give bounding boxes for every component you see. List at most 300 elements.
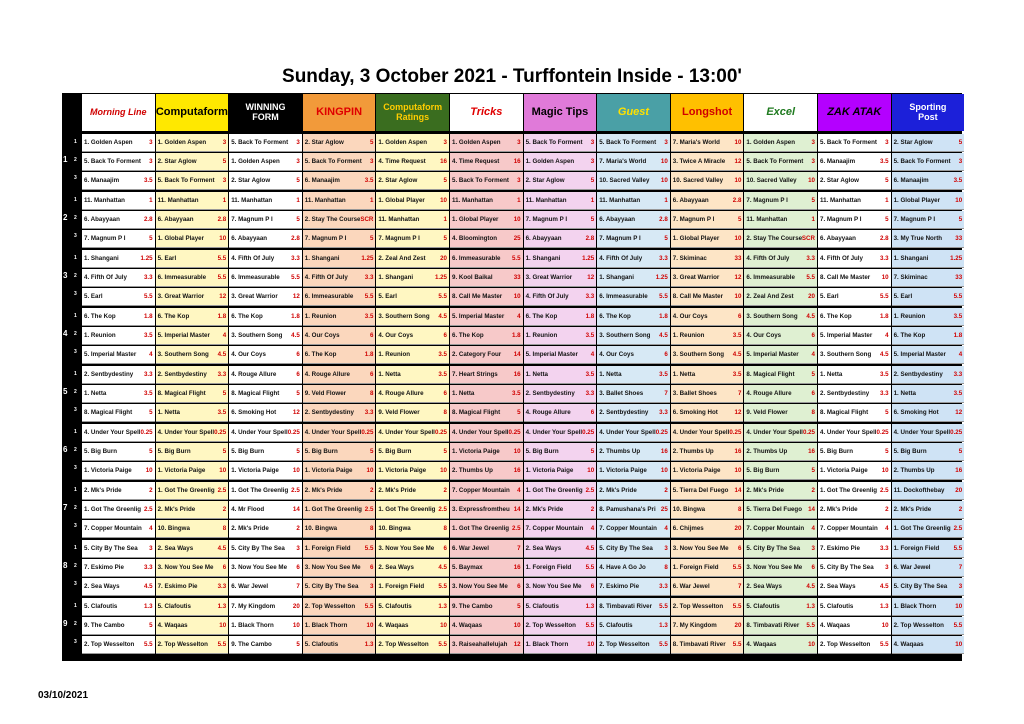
horse-odds: 6 (737, 313, 742, 320)
tip-cell (744, 211, 817, 229)
horse-name: 5. Imperial Master (84, 351, 137, 358)
tip-cell (818, 404, 891, 422)
horse-name: 4. Mr Flood (231, 506, 265, 513)
tip-cell (376, 443, 449, 461)
horse-odds: 2 (958, 506, 963, 513)
horse-name: 1. Shangani (378, 274, 414, 281)
tip-cell (671, 482, 744, 500)
horse-odds: 7 (958, 564, 963, 571)
horse-odds: 2.5 (217, 487, 227, 494)
tip-cell (892, 308, 965, 326)
horse-odds: 5.5 (585, 622, 595, 629)
horse-name: 5. Tierra Del Fuego (672, 487, 729, 494)
horse-name: 1. Victoria Paige (599, 467, 647, 474)
horse-name: 4. Bloomington (452, 235, 498, 242)
race-number-label: 2 (63, 213, 68, 222)
horse-odds: 20 (955, 487, 963, 494)
pick-rank: 3 (74, 349, 77, 355)
horse-odds: 10 (808, 177, 815, 184)
horse-odds: 2 (443, 487, 447, 494)
horse-name: 2. Mk's Pride (378, 487, 416, 494)
horse-odds: 5.5 (511, 255, 521, 262)
tip-cell (376, 172, 449, 190)
tip-cell (156, 424, 229, 442)
horse-name: 5. Imperial Master (157, 332, 210, 339)
column-headers (82, 94, 960, 131)
horse-name: 6. The Kop (304, 351, 337, 358)
tip-cell (597, 540, 670, 558)
horse-odds: 1 (369, 197, 374, 204)
horse-odds: 5.5 (364, 603, 374, 610)
column-header-label: Longshot (682, 105, 733, 118)
horse-odds: 1 (443, 216, 447, 223)
tip-cell (524, 501, 597, 519)
tip-cell (229, 230, 302, 248)
tip-cell (524, 520, 597, 538)
horse-odds: 14 (513, 506, 521, 513)
horse-odds: 1.3 (217, 603, 227, 610)
horse-name: 2. Top Wesselton (893, 622, 944, 629)
horse-name: 1. Reunion (378, 351, 411, 358)
horse-name: 3. Ballet Shoes (672, 390, 717, 397)
tip-cell (82, 308, 155, 326)
tip-cell (597, 230, 670, 248)
tip-cell (892, 482, 965, 500)
horse-name: 2. Thumbs Up (746, 448, 788, 455)
tip-cell (450, 578, 523, 596)
pick-rank: 1 (74, 371, 77, 377)
tip-cell (818, 462, 891, 480)
tip-cell (82, 559, 155, 577)
horse-odds: 10 (219, 467, 227, 474)
horse-name: 5. Clafoutis (820, 603, 854, 610)
tip-cell (892, 250, 965, 268)
tip-cell (744, 230, 817, 248)
tip-cell (450, 443, 523, 461)
pick-rank: 1 (74, 197, 77, 203)
horse-name: 6. Immeasurable (231, 274, 280, 281)
horse-name: 1. Foreign Field (304, 545, 351, 552)
horse-name: 4. Rouge Allure (378, 390, 424, 397)
horse-name: 7. Copper Mountain (820, 525, 878, 532)
horse-odds: 1.3 (806, 603, 815, 610)
tip-cell (524, 153, 597, 171)
horse-odds: 3 (149, 158, 153, 165)
horse-name: 2. Star Aglow (525, 177, 565, 184)
tip-cell (744, 598, 817, 616)
horse-odds: 1.8 (953, 332, 963, 339)
tip-cell (229, 269, 302, 287)
horse-odds: 3.3 (364, 274, 374, 281)
horse-name: 4. Rouge Allure (231, 371, 277, 378)
horse-odds: 5.5 (438, 641, 447, 648)
tip-cell (82, 192, 155, 210)
tip-cell (82, 482, 155, 500)
tip-cell (229, 617, 302, 635)
pick-rank: 2 (74, 389, 77, 395)
horse-odds: 5 (149, 235, 153, 242)
horse-name: 6. Smoking Hot (672, 409, 718, 416)
horse-odds: 3 (811, 158, 815, 165)
tip-cell (156, 578, 229, 596)
horse-odds: 2.8 (291, 235, 300, 242)
horse-odds: 4 (664, 525, 668, 532)
tip-cell (450, 192, 523, 210)
horse-odds: 16 (513, 467, 521, 474)
horse-odds: 5.5 (806, 274, 815, 281)
horse-name: 1. Black Thorn (231, 622, 274, 629)
tip-cell (597, 250, 670, 268)
horse-odds: 10 (513, 622, 521, 629)
horse-name: 4. Fifth Of July (820, 255, 863, 262)
horse-odds: 10 (734, 467, 742, 474)
horse-name: 2. Mk's Pride (599, 487, 637, 494)
horse-name: 4. Under Your Spell (746, 429, 803, 436)
tip-cell (744, 540, 817, 558)
horse-odds: 5 (369, 448, 374, 455)
horse-name: 6. Manaajim (304, 177, 340, 184)
horse-odds: 3.5 (143, 177, 153, 184)
tip-cell (818, 134, 891, 152)
horse-name: 6. Abayyaan (157, 216, 194, 223)
horse-odds: 6 (664, 351, 668, 358)
horse-odds: 0.25 (434, 429, 447, 436)
horse-name: 2. Stay The Course (746, 235, 802, 242)
tip-cell (892, 230, 965, 248)
horse-name: 5. Back To Forment (304, 158, 362, 165)
horse-name: 7. Maria's World (672, 139, 720, 146)
tip-cell (156, 134, 229, 152)
horse-name: 4. Our Coys (231, 351, 266, 358)
tip-cell (156, 366, 229, 384)
horse-name: 2. Sentbydestiny (820, 390, 870, 397)
horse-name: 1. Golden Aspen (746, 139, 795, 146)
tip-cell (156, 462, 229, 480)
horse-name: 1. Shangani (893, 255, 929, 262)
horse-odds: 3 (811, 139, 815, 146)
horse-name: 11. Manhattan (820, 197, 861, 204)
horse-odds: 6 (369, 564, 374, 571)
tip-cell (303, 211, 376, 229)
horse-name: 10. Sacred Valley (599, 177, 650, 184)
tip-cell (597, 443, 670, 461)
horse-name: 7. My Kingdom (672, 622, 717, 629)
tip-cell (82, 134, 155, 152)
horse-name: 4. Waqaas (820, 622, 851, 629)
horse-name: 7. Magnum P I (599, 235, 641, 242)
tip-cell (892, 327, 965, 345)
horse-name: 6. Immeasurable (157, 274, 207, 281)
tip-cell (524, 269, 597, 287)
tip-cell (82, 211, 155, 229)
horse-name: 1. Got The Greenlig (820, 487, 878, 494)
horse-odds: 5.5 (659, 603, 668, 610)
horse-name: 2. Sentbydestiny (893, 371, 943, 378)
horse-odds: 1.3 (143, 603, 153, 610)
tip-cell (376, 134, 449, 152)
tip-cell (892, 520, 965, 538)
tip-cell (744, 424, 817, 442)
horse-name: 5. City By The Sea (893, 583, 948, 590)
horse-odds: 3.5 (879, 371, 889, 378)
horse-name: 1. Victoria Paige (84, 467, 132, 474)
race-number (62, 249, 82, 307)
horse-name: 4. Our Coys (378, 332, 414, 339)
horse-name: 1. Shangani (84, 255, 119, 262)
tip-cell (229, 443, 302, 461)
horse-name: 6. Abayyaan (599, 216, 636, 223)
horse-name: 5. Clafoutis (378, 603, 412, 610)
horse-odds: 3 (958, 158, 963, 165)
horse-odds: 1.8 (143, 313, 153, 320)
tip-cell (82, 327, 155, 345)
horse-odds: 10 (440, 467, 447, 474)
tip-cell (671, 172, 744, 190)
tip-cell (818, 288, 891, 306)
horse-name: 6. The Kop (452, 332, 484, 339)
tip-cell (82, 501, 155, 519)
horse-name: 1. Victoria Paige (231, 467, 279, 474)
horse-name: 4. Under Your Spell (452, 429, 509, 436)
horse-name: 4. Under Your Spell (378, 429, 435, 436)
horse-odds: 5.5 (953, 293, 963, 300)
tip-cell (303, 385, 376, 403)
tip-cell (818, 559, 891, 577)
horse-odds: 3 (664, 545, 668, 552)
tip-cell (744, 501, 817, 519)
tip-cell (303, 617, 376, 635)
horse-odds: 3.5 (879, 158, 889, 165)
horse-odds: 5.5 (143, 641, 153, 648)
tip-cell (744, 404, 817, 422)
horse-odds: 4.5 (143, 583, 153, 590)
horse-odds: 4.5 (806, 313, 815, 320)
horse-odds: 14 (292, 506, 300, 513)
horse-odds: 5.5 (438, 583, 447, 590)
tip-cell (671, 617, 744, 635)
tip-cell (450, 617, 523, 635)
horse-odds: 10 (587, 641, 595, 648)
horse-name: 7. Copper Mountain (746, 525, 805, 532)
tip-cell (892, 578, 965, 596)
horse-odds: 3 (149, 139, 153, 146)
horse-odds: 6 (811, 332, 815, 339)
horse-name: 5. Imperial Master (452, 313, 505, 320)
horse-name: 3. Great Warrior (157, 293, 205, 300)
race-block (62, 191, 962, 249)
horse-odds: 3.5 (732, 371, 742, 378)
pick-rank: 2 (74, 157, 77, 163)
tip-cell (892, 366, 965, 384)
horse-name: 2. Zeal And Zest (746, 293, 794, 300)
horse-odds: 0.25 (876, 429, 889, 436)
horse-odds: 3 (590, 158, 595, 165)
tip-cell (82, 288, 155, 306)
tip-cell (229, 288, 302, 306)
pick-rank: 1 (74, 545, 77, 551)
tip-cell (376, 211, 449, 229)
tip-cell (597, 598, 670, 616)
horse-odds: 4.5 (291, 332, 300, 339)
horse-name: 4. Fifth Of July (84, 274, 127, 281)
horse-odds: 5 (222, 448, 227, 455)
horse-name: 5. Imperial Master (893, 351, 946, 358)
horse-name: 2. Mk's Pride (525, 506, 564, 513)
horse-name: 5. City By The Sea (84, 545, 138, 552)
tip-cell (376, 520, 449, 538)
tip-cell (524, 385, 597, 403)
horse-odds: 3.5 (438, 371, 447, 378)
horse-odds: 4 (958, 351, 963, 358)
horse-name: 5. Imperial Master (525, 351, 578, 358)
horse-odds: 7 (737, 583, 742, 590)
horse-name: 4. Under Your Spell (599, 429, 656, 436)
horse-odds: 2.8 (585, 235, 595, 242)
tip-cell (671, 540, 744, 558)
horse-odds: 5.5 (732, 641, 742, 648)
horse-odds: 5.5 (806, 622, 815, 629)
horse-name: 5. Big Burn (525, 448, 559, 455)
horse-odds: 3 (664, 139, 668, 146)
tip-cell (376, 578, 449, 596)
tip-cell (82, 443, 155, 461)
horse-odds: 2.5 (511, 525, 521, 532)
horse-odds: 5 (443, 177, 447, 184)
horse-odds: 1.3 (585, 603, 595, 610)
tip-cell (156, 540, 229, 558)
tip-cell (744, 617, 817, 635)
horse-odds: 3.3 (806, 255, 815, 262)
horse-odds: 5 (958, 216, 963, 223)
tip-cell (524, 636, 597, 654)
horse-odds: 16 (734, 448, 742, 455)
horse-odds: 5.5 (879, 641, 889, 648)
tip-cell (82, 230, 155, 248)
horse-odds: 2.5 (438, 506, 447, 513)
race-number (62, 307, 82, 365)
tip-cell (597, 404, 670, 422)
tip-cell (303, 288, 376, 306)
horse-odds: 20 (734, 525, 742, 532)
horse-name: 6. The Kop (525, 313, 558, 320)
horse-name: 7. Eskimo Pie (84, 564, 124, 571)
horse-odds: 6 (443, 390, 447, 397)
tip-cell (818, 192, 891, 210)
horse-name: 11. Manhattan (599, 197, 641, 204)
horse-name: 2. Thumbs Up (893, 467, 935, 474)
tip-cell (671, 559, 744, 577)
pick-rank: 3 (74, 523, 77, 529)
tip-cell (229, 346, 302, 364)
column-header (671, 94, 744, 131)
horse-odds: 20 (292, 603, 300, 610)
horse-odds: 5.5 (364, 293, 374, 300)
tip-cell (450, 288, 523, 306)
horse-odds: 1.8 (585, 313, 595, 320)
tip-cell (303, 578, 376, 596)
horse-name: 1. Got The Greenlig (84, 506, 142, 513)
horse-name: 1. Shangani (525, 255, 561, 262)
tip-cell (82, 269, 155, 287)
tip-cell (376, 346, 449, 364)
horse-odds: 2.8 (879, 235, 889, 242)
horse-odds: 4.5 (879, 583, 889, 590)
column-header (229, 94, 302, 131)
tip-cell (671, 230, 744, 248)
tip-cell (82, 540, 155, 558)
tip-cell (671, 308, 744, 326)
horse-odds: 0.25 (508, 429, 521, 436)
race-block (62, 481, 962, 539)
horse-odds: 10 (955, 641, 963, 648)
tip-cell (524, 230, 597, 248)
tip-cell (82, 172, 155, 190)
race-block (62, 133, 962, 191)
column-header (818, 94, 891, 131)
horse-name: 2. Star Aglow (157, 158, 197, 165)
horse-odds: 2.5 (291, 487, 300, 494)
tip-cell (671, 520, 744, 538)
horse-odds: 1 (664, 197, 668, 204)
tip-cell (597, 192, 670, 210)
horse-name: 4. Rouge Allure (304, 371, 350, 378)
horse-name: 3. Great Warrior (231, 293, 278, 300)
horse-odds: 4 (885, 332, 889, 339)
horse-name: 2. Top Wesselton (672, 603, 724, 610)
horse-odds: 5.5 (438, 293, 447, 300)
tip-cell (229, 250, 302, 268)
tip-cell (818, 230, 891, 248)
horse-name: 5. Back To Forment (231, 139, 289, 146)
horse-odds: 3.3 (143, 564, 153, 571)
horse-name: 2. Top Wesselton (84, 641, 135, 648)
horse-odds: 6 (590, 583, 595, 590)
horse-odds: 5 (222, 158, 227, 165)
horse-name: 1. Global Player (378, 197, 425, 204)
tip-cell (303, 192, 376, 210)
horse-name: 2. Sentbydestiny (304, 409, 354, 416)
horse-name: 4. Fifth Of July (525, 293, 569, 300)
tip-cell (156, 501, 229, 519)
tip-cell (376, 617, 449, 635)
horse-odds: 5.5 (291, 274, 300, 281)
race-block (62, 249, 962, 307)
horse-name: 6. The Kop (893, 332, 926, 339)
horse-name: 1. Black Thorn (893, 603, 937, 610)
horse-name: 2. Star Aglow (304, 139, 344, 146)
horse-name: 6. The Kop (231, 313, 263, 320)
horse-odds: 3.3 (659, 409, 668, 416)
tip-cell (450, 462, 523, 480)
horse-odds: 10 (366, 622, 374, 629)
tip-cell (450, 482, 523, 500)
horse-name: 7. Magnum P I (378, 235, 420, 242)
tip-cell (524, 308, 597, 326)
horse-name: 5. City By The Sea (599, 545, 653, 552)
horse-name: 8. Call Me Master (820, 274, 871, 281)
horse-name: 6. Abayyaan (525, 235, 562, 242)
tip-cell (303, 404, 376, 422)
tip-cell (229, 192, 302, 210)
horse-name: 6. Manaajim (893, 177, 929, 184)
tip-cell (597, 578, 670, 596)
tip-cell (450, 346, 523, 364)
tip-cell (303, 172, 376, 190)
tip-cell (744, 520, 817, 538)
race-number (62, 597, 82, 655)
tip-cell (156, 327, 229, 345)
horse-name: 1. Victoria Paige (820, 467, 868, 474)
